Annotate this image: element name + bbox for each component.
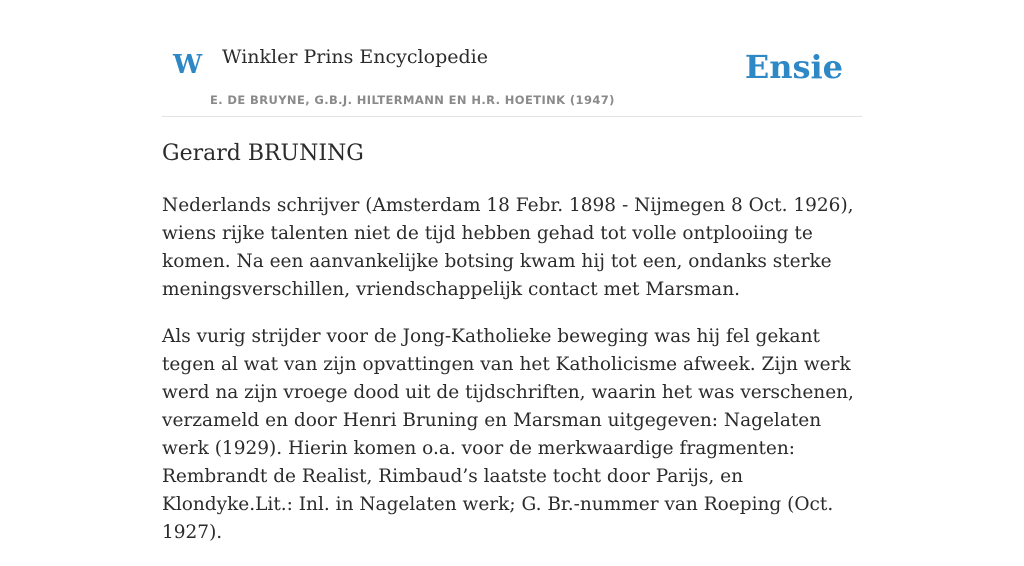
- source-title[interactable]: Winkler Prins Encyclopedie: [222, 46, 488, 68]
- article-paragraph: Nederlands schrijver (Amsterdam 18 Febr. 1898 - Nijmegen 8 Oct. 1926), wiens rijke talenten niet de tijd hebben gehad tot volle ontplooiing te komen. Na een aanvankelijke botsing kwam hij tot een, ondanks sterke meningsverschillen, vriendschappelijk contact met Marsman.: [162, 195, 854, 300]
- article-paragraph: Als vurig strijder voor de Jong-Katholieke beweging was hij fel gekant tegen al wat van zijn opvattingen van het Katholicisme afweek. Zijn werk werd na zijn vroege dood uit de tijdschriften, waarin het was verschenen, verzameld en door Henri Bruning en Marsman uitgegeven: Nagelaten werk (1929). Hierin komen o.a. voor de merkwaardige fragmenten: Rembrandt de Realist, Rimbaud’s laatste tocht door Parijs, en Klondyke.Lit.: Inl. in Nagelaten werk; G. Br.-nummer van Roeping (Oct. 1927).: [162, 326, 854, 543]
- page-header: [162, 0, 862, 117]
- winkler-prins-logo[interactable]: W: [173, 50, 203, 80]
- source-authors: E. DE BRUYNE, G.B.J. HILTERMANN EN H.R. HOETINK (1947): [210, 93, 615, 107]
- article-body: [162, 192, 862, 566]
- article-title: Gerard BRUNING: [162, 141, 364, 166]
- ensie-brand-logo[interactable]: Ensie: [744, 48, 843, 86]
